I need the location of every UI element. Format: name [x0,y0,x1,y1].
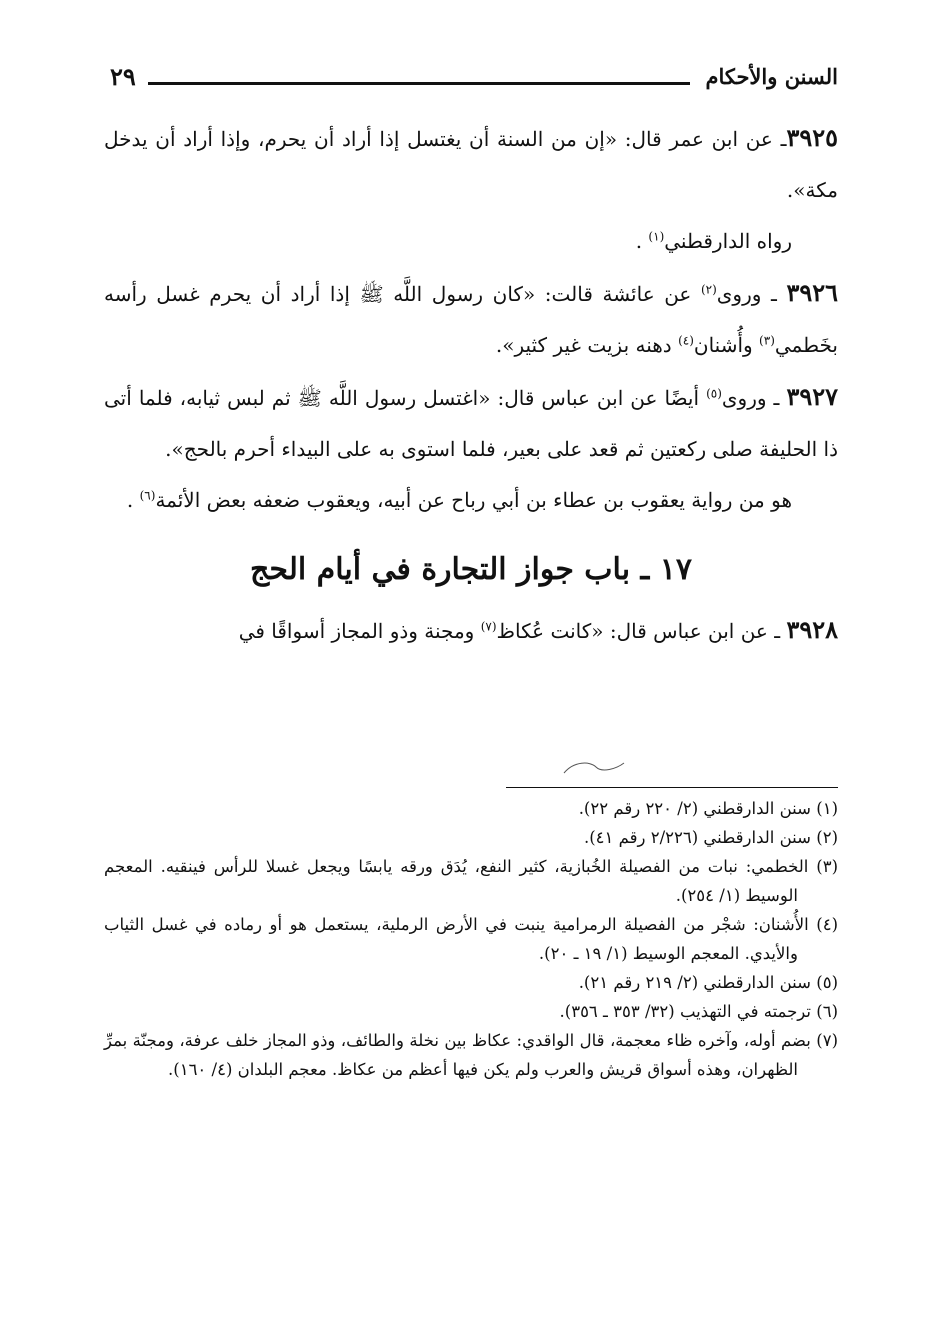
hadith-text: ومجنة وذو المجاز أسواقًا في [238,619,481,643]
hadith-3927 [104,371,838,475]
note-text: هو من رواية يعقوب بن عطاء بن أبي رباح عن أبيه، ويعقوب ضعفه بعض الأئمة [155,488,792,512]
footnote-label: (٢) [816,828,838,847]
footnote-ref[interactable]: (١) [648,229,665,244]
hadith-number: ٣٩٢٧ [786,382,839,411]
footnote-label: (٥) [816,973,838,992]
hadith-3925-source [104,216,838,267]
hadith-text: دهنه بزيت غير كثير». [495,333,679,357]
footnote-label: (٤) [816,915,838,934]
footnote-text: سنن الدارقطني (٢/ ٢٢٠ رقم ٢٢). [578,799,811,818]
footnote-ref[interactable]: (٥) [706,386,722,401]
hadith-number: ٣٩٢٥ [786,123,838,152]
footnote-ref[interactable]: (٣) [759,333,775,348]
hadith-3927-note [104,475,838,526]
footnote-6 [104,997,838,1026]
source-text: رواه الدارقطني [664,229,792,253]
footnote-text: سنن الدارقطني (٢/ ٢١٩ رقم ٢١). [578,973,811,992]
hadith-3925 [104,112,838,216]
hadith-3928 [104,604,838,657]
footnote-ref[interactable]: (٧) [480,619,497,634]
footnote-text: بضم أوله، وآخره ظاء معجمة، قال الواقدي: عكاظ بين نخلة والطائف، وذو المجاز خلف عرفة، ومجنّة بمرِّ الظهران، وهذه أسواق قريش والعرب ولم يكن فيها أعظم من عكاظ. معجم البلدان (٤/ ١٦٠). [104,1031,811,1079]
footnote-label: (١) [816,799,838,818]
footnote-label: (٧) [816,1031,838,1050]
footnotes [104,794,838,1084]
footnote-4 [104,910,838,968]
footnote-label: (٣) [816,857,839,876]
running-title: السنن والأحكام [705,64,838,89]
footnote-3 [104,852,838,910]
footnote-divider [506,787,838,788]
footnote-ref[interactable]: (٤) [678,333,694,348]
page-number: ٢٩ [110,62,136,91]
footnote-ref[interactable]: (٢) [700,282,717,297]
hadith-text: وأُشنان [693,333,760,357]
footnote-2 [104,823,838,852]
hadith-text: عن عائشة قالت: «كان رسول اللَّه ﷺ إذا أراد أن يحرم غسل رأسه بخَطمي [104,282,838,357]
hadith-text: ـ وروى [721,386,787,410]
hadith-number: ٣٩٢٨ [786,615,838,644]
source-end: . [635,229,649,253]
hadith-text: أيضًا عن ابن عباس قال: «اغتسل رسول اللَّه ﷺ ثم لبس ثيابه، فلما أتى ذا الحليفة صلى ركعتين ثم قعد على بعير، فلما استوى به على البيداء أحرم بالحج». [104,386,838,461]
main-text [104,112,838,657]
hadith-text: ـ عن ابن عباس قال: «كانت عُكاظ [496,619,787,643]
running-header [104,62,838,98]
hadith-number: ٣٩٢٦ [786,278,838,307]
note-end: . [126,488,140,512]
hadith-3926 [104,267,838,371]
header-rule [148,82,690,85]
footnote-text: الأُشنان: شجْر من الفصيلة الرمرامية ينبت في الأرض الرملية، يستعمل هو أو رماده في غسل الثياب والأيدي. المعجم الوسيط (١/ ١٩ ـ ٢٠). [104,915,809,963]
flourish-ornament-icon [560,755,630,779]
hadith-text: ـ عن ابن عمر قال: «إن من السنة أن يغتسل إذا أراد أن يحرم، وإذا أراد أن يدخل مكة». [104,127,838,202]
footnote-ref[interactable]: (٦) [139,488,156,503]
footnote-text: الخطمي: نبات من الفصيلة الخُبازية، كثير النفع، يُدَق ورقه يابسًا ويجعل غسلا للرأس فينقيه. المعجم الوسيط (١/ ٢٥٤). [104,857,809,905]
chapter-heading: ١٧ ـ باب جواز التجارة في أيام الحج [250,552,692,587]
hadith-text: ـ وروى [716,282,787,306]
footnote-label: (٦) [816,1002,838,1021]
footnote-7 [104,1026,838,1084]
footnote-text: ترجمته في التهذيب (٣٢/ ٣٥٣ ـ ٣٥٦). [559,1002,811,1021]
footnote-1 [104,794,838,823]
footnote-text: سنن الدارقطني (٢/٢٢٦ رقم ٤١). [583,828,811,847]
footnote-5 [104,968,838,997]
